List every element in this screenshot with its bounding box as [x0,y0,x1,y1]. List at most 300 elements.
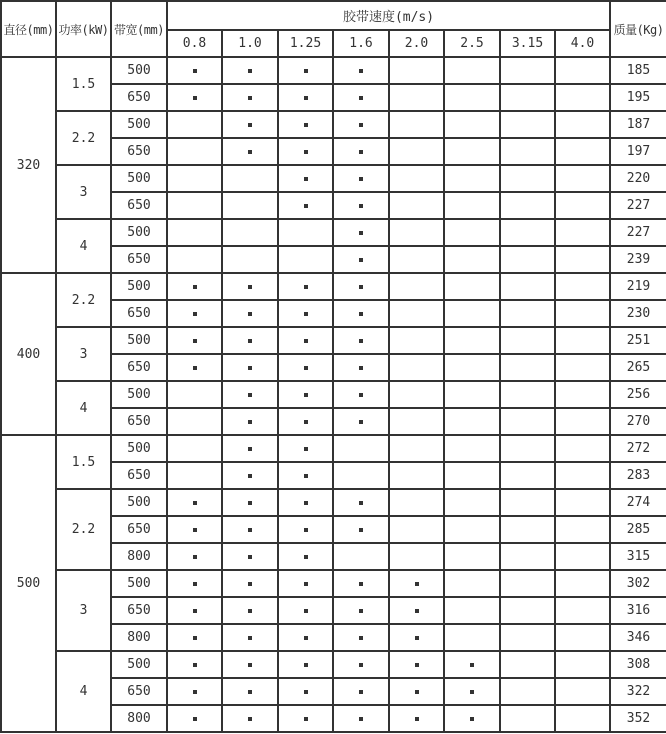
speed-availability-cell [555,111,610,138]
availability-dot-icon [248,312,252,316]
bandwidth-cell: 500 [111,381,167,408]
speed-availability-cell [444,381,500,408]
availability-dot-icon [304,663,308,667]
speed-availability-cell [278,111,333,138]
speed-availability-cell [555,273,610,300]
speed-availability-cell [167,678,222,705]
availability-dot-icon [359,258,363,262]
speed-availability-cell [222,651,278,678]
speed-availability-cell [167,570,222,597]
speed-availability-cell [500,597,555,624]
availability-dot-icon [359,690,363,694]
availability-dot-icon [248,609,252,613]
speed-availability-cell [222,327,278,354]
speed-availability-cell [333,543,389,570]
availability-dot-icon [193,609,197,613]
bandwidth-cell: 500 [111,273,167,300]
speed-availability-cell [444,273,500,300]
availability-dot-icon [304,582,308,586]
speed-availability-cell [167,111,222,138]
speed-availability-cell [444,327,500,354]
power-cell: 2.2 [56,489,111,570]
availability-dot-icon [248,393,252,397]
power-cell: 4 [56,651,111,732]
availability-dot-icon [359,420,363,424]
speed-availability-cell [167,435,222,462]
speed-col-header: 1.0 [222,30,278,57]
table-row [1,219,666,246]
availability-dot-icon [304,636,308,640]
speed-availability-cell [222,705,278,732]
speed-availability-cell [500,57,555,84]
bandwidth-cell: 800 [111,705,167,732]
speed-availability-cell [389,705,444,732]
speed-availability-cell [389,165,444,192]
availability-dot-icon [304,366,308,370]
table-row [1,273,666,300]
speed-col-header: 2.0 [389,30,444,57]
power-cell: 4 [56,219,111,273]
mass-cell: 316 [610,597,666,624]
power-cell: 2.2 [56,273,111,327]
availability-dot-icon [415,609,419,613]
availability-dot-icon [193,717,197,721]
bandwidth-cell: 500 [111,435,167,462]
speed-availability-cell [444,111,500,138]
mass-cell: 220 [610,165,666,192]
availability-dot-icon [415,690,419,694]
speed-availability-cell [333,219,389,246]
speed-availability-cell [500,678,555,705]
speed-availability-cell [333,678,389,705]
speed-availability-cell [333,327,389,354]
bandwidth-header: 带宽(mm) [111,1,167,57]
speed-availability-cell [444,651,500,678]
availability-dot-icon [193,339,197,343]
speed-availability-cell [444,84,500,111]
speed-availability-cell [167,624,222,651]
availability-dot-icon [304,609,308,613]
speed-availability-cell [389,219,444,246]
speed-availability-cell [333,489,389,516]
speed-availability-cell [333,624,389,651]
availability-dot-icon [359,717,363,721]
availability-dot-icon [193,69,197,73]
availability-dot-icon [359,501,363,505]
availability-dot-icon [248,474,252,478]
mass-cell: 265 [610,354,666,381]
speed-availability-cell [278,84,333,111]
mass-cell: 315 [610,543,666,570]
availability-dot-icon [248,447,252,451]
diameter-cell: 320 [1,57,56,273]
power-header: 功率(kW) [56,1,111,57]
mass-cell: 227 [610,192,666,219]
speed-availability-cell [278,246,333,273]
speed-availability-cell [389,435,444,462]
speed-availability-cell [222,516,278,543]
availability-dot-icon [193,636,197,640]
speed-availability-cell [167,246,222,273]
table-row [1,165,666,192]
speed-availability-cell [278,381,333,408]
power-cell: 4 [56,381,111,435]
speed-availability-cell [167,192,222,219]
speed-availability-cell [222,381,278,408]
speed-availability-cell [222,192,278,219]
speed-availability-cell [555,624,610,651]
mass-cell: 239 [610,246,666,273]
table-row [1,57,666,84]
speed-availability-cell [389,192,444,219]
belt-speed-group-header: 胶带速度(m/s) [167,1,610,30]
bandwidth-cell: 650 [111,246,167,273]
speed-availability-cell [555,381,610,408]
availability-dot-icon [359,366,363,370]
speed-availability-cell [500,219,555,246]
speed-availability-cell [389,57,444,84]
speed-availability-cell [500,624,555,651]
availability-dot-icon [359,339,363,343]
speed-availability-cell [278,516,333,543]
speed-availability-cell [333,408,389,435]
speed-availability-cell [167,273,222,300]
availability-dot-icon [248,717,252,721]
speed-availability-cell [278,489,333,516]
speed-availability-cell [278,192,333,219]
speed-availability-cell [278,543,333,570]
availability-dot-icon [359,96,363,100]
availability-dot-icon [304,501,308,505]
availability-dot-icon [415,636,419,640]
speed-availability-cell [555,543,610,570]
speed-availability-cell [444,246,500,273]
availability-dot-icon [248,690,252,694]
availability-dot-icon [304,150,308,154]
speed-availability-cell [389,246,444,273]
availability-dot-icon [415,663,419,667]
mass-cell: 308 [610,651,666,678]
bandwidth-cell: 500 [111,570,167,597]
speed-availability-cell [389,300,444,327]
availability-dot-icon [304,69,308,73]
speed-availability-cell [222,273,278,300]
speed-availability-cell [555,408,610,435]
mass-cell: 274 [610,489,666,516]
availability-dot-icon [359,150,363,154]
availability-dot-icon [359,636,363,640]
availability-dot-icon [304,393,308,397]
speed-availability-cell [500,84,555,111]
mass-cell: 302 [610,570,666,597]
availability-dot-icon [193,555,197,559]
mass-cell: 185 [610,57,666,84]
availability-dot-icon [248,96,252,100]
table-row [1,327,666,354]
speed-availability-cell [444,192,500,219]
speed-availability-cell [222,408,278,435]
speed-availability-cell [278,570,333,597]
bandwidth-cell: 650 [111,300,167,327]
speed-availability-cell [555,192,610,219]
speed-availability-cell [167,705,222,732]
bandwidth-cell: 650 [111,462,167,489]
availability-dot-icon [304,204,308,208]
speed-availability-cell [222,246,278,273]
speed-availability-cell [444,300,500,327]
availability-dot-icon [304,312,308,316]
speed-availability-cell [500,165,555,192]
table-row [1,381,666,408]
speed-availability-cell [278,705,333,732]
bandwidth-cell: 650 [111,597,167,624]
mass-cell: 187 [610,111,666,138]
table-row [1,651,666,678]
speed-availability-cell [500,435,555,462]
mass-header: 质量(Kg) [610,1,666,57]
speed-availability-cell [389,597,444,624]
bandwidth-cell: 500 [111,327,167,354]
bandwidth-cell: 650 [111,138,167,165]
speed-availability-cell [444,219,500,246]
bandwidth-cell: 500 [111,111,167,138]
availability-dot-icon [470,663,474,667]
availability-dot-icon [304,177,308,181]
speed-availability-cell [555,705,610,732]
mass-cell: 256 [610,381,666,408]
availability-dot-icon [248,420,252,424]
speed-availability-cell [222,489,278,516]
availability-dot-icon [359,528,363,532]
availability-dot-icon [304,447,308,451]
speed-availability-cell [333,381,389,408]
speed-availability-cell [222,543,278,570]
speed-availability-cell [222,354,278,381]
speed-availability-cell [278,354,333,381]
speed-availability-cell [555,300,610,327]
speed-availability-cell [333,84,389,111]
speed-availability-cell [444,462,500,489]
bandwidth-cell: 500 [111,219,167,246]
availability-dot-icon [304,285,308,289]
mass-cell: 219 [610,273,666,300]
speed-availability-cell [444,570,500,597]
speed-availability-cell [167,300,222,327]
mass-cell: 197 [610,138,666,165]
bandwidth-cell: 650 [111,408,167,435]
mass-cell: 230 [610,300,666,327]
speed-availability-cell [500,273,555,300]
speed-availability-cell [555,84,610,111]
speed-availability-cell [500,138,555,165]
availability-dot-icon [304,690,308,694]
power-cell: 1.5 [56,435,111,489]
bandwidth-cell: 500 [111,651,167,678]
availability-dot-icon [248,582,252,586]
speed-availability-cell [500,111,555,138]
speed-availability-cell [278,624,333,651]
speed-availability-cell [167,462,222,489]
availability-dot-icon [248,339,252,343]
speed-availability-cell [167,489,222,516]
speed-availability-cell [389,273,444,300]
bandwidth-cell: 650 [111,354,167,381]
speed-availability-cell [278,597,333,624]
speed-availability-cell [500,516,555,543]
speed-availability-cell [389,84,444,111]
speed-availability-cell [389,462,444,489]
speed-availability-cell [555,489,610,516]
speed-availability-cell [389,678,444,705]
speed-availability-cell [222,462,278,489]
speed-availability-cell [389,624,444,651]
speed-col-header: 2.5 [444,30,500,57]
speed-availability-cell [389,138,444,165]
availability-dot-icon [193,501,197,505]
speed-availability-cell [222,165,278,192]
availability-dot-icon [359,285,363,289]
speed-availability-cell [333,435,389,462]
speed-availability-cell [278,435,333,462]
speed-availability-cell [278,408,333,435]
speed-availability-cell [222,84,278,111]
bandwidth-cell: 800 [111,624,167,651]
speed-availability-cell [222,435,278,462]
mass-cell: 195 [610,84,666,111]
speed-availability-cell [500,408,555,435]
speed-availability-cell [444,678,500,705]
mass-cell: 272 [610,435,666,462]
bandwidth-cell: 800 [111,543,167,570]
speed-col-header: 1.25 [278,30,333,57]
speed-availability-cell [555,570,610,597]
speed-availability-cell [167,516,222,543]
table-row [1,111,666,138]
availability-dot-icon [470,717,474,721]
table-row [1,435,666,462]
speed-availability-cell [555,57,610,84]
speed-availability-cell [444,165,500,192]
speed-availability-cell [444,435,500,462]
speed-availability-cell [555,354,610,381]
speed-availability-cell [555,435,610,462]
speed-availability-cell [444,354,500,381]
speed-availability-cell [555,219,610,246]
availability-dot-icon [470,690,474,694]
speed-availability-cell [333,165,389,192]
speed-availability-cell [167,381,222,408]
bandwidth-cell: 500 [111,489,167,516]
speed-availability-cell [444,705,500,732]
availability-dot-icon [304,123,308,127]
availability-dot-icon [359,204,363,208]
availability-dot-icon [359,69,363,73]
speed-availability-cell [278,327,333,354]
speed-availability-cell [555,678,610,705]
availability-dot-icon [304,339,308,343]
mass-cell: 322 [610,678,666,705]
speed-availability-cell [500,327,555,354]
speed-availability-cell [167,651,222,678]
availability-dot-icon [415,582,419,586]
speed-availability-cell [333,138,389,165]
power-cell: 3 [56,165,111,219]
mass-cell: 270 [610,408,666,435]
availability-dot-icon [248,528,252,532]
power-cell: 1.5 [56,57,111,111]
availability-dot-icon [359,123,363,127]
speed-availability-cell [278,651,333,678]
availability-dot-icon [359,393,363,397]
availability-dot-icon [359,231,363,235]
speed-availability-cell [333,273,389,300]
speed-availability-cell [555,165,610,192]
speed-availability-cell [444,57,500,84]
speed-availability-cell [222,597,278,624]
speed-availability-cell [167,57,222,84]
table-row [1,570,666,597]
availability-dot-icon [415,717,419,721]
speed-availability-cell [389,651,444,678]
speed-availability-cell [278,219,333,246]
speed-availability-cell [389,516,444,543]
speed-availability-cell [389,489,444,516]
speed-availability-cell [167,219,222,246]
bandwidth-cell: 650 [111,84,167,111]
speed-availability-cell [167,138,222,165]
speed-availability-cell [444,408,500,435]
speed-availability-cell [500,489,555,516]
speed-availability-cell [500,651,555,678]
availability-dot-icon [359,663,363,667]
speed-availability-cell [555,327,610,354]
speed-availability-cell [389,570,444,597]
speed-availability-cell [278,138,333,165]
availability-dot-icon [248,69,252,73]
speed-availability-cell [167,165,222,192]
speed-availability-cell [444,516,500,543]
speed-availability-cell [222,570,278,597]
availability-dot-icon [304,474,308,478]
speed-availability-cell [333,354,389,381]
availability-dot-icon [193,312,197,316]
speed-availability-cell [555,462,610,489]
mass-cell: 251 [610,327,666,354]
mass-cell: 285 [610,516,666,543]
speed-availability-cell [555,516,610,543]
availability-dot-icon [304,420,308,424]
speed-col-header: 1.6 [333,30,389,57]
availability-dot-icon [359,312,363,316]
speed-availability-cell [167,543,222,570]
power-cell: 3 [56,327,111,381]
table-header [1,1,666,57]
speed-availability-cell [333,651,389,678]
speed-availability-cell [333,570,389,597]
speed-availability-cell [444,543,500,570]
speed-availability-cell [333,516,389,543]
diameter-header: 直径(mm) [1,1,56,57]
speed-availability-cell [222,300,278,327]
speed-availability-cell [444,624,500,651]
availability-dot-icon [193,96,197,100]
speed-availability-cell [444,138,500,165]
mass-cell: 346 [610,624,666,651]
table-body [1,57,666,732]
availability-dot-icon [248,123,252,127]
speed-availability-cell [500,300,555,327]
availability-dot-icon [193,690,197,694]
